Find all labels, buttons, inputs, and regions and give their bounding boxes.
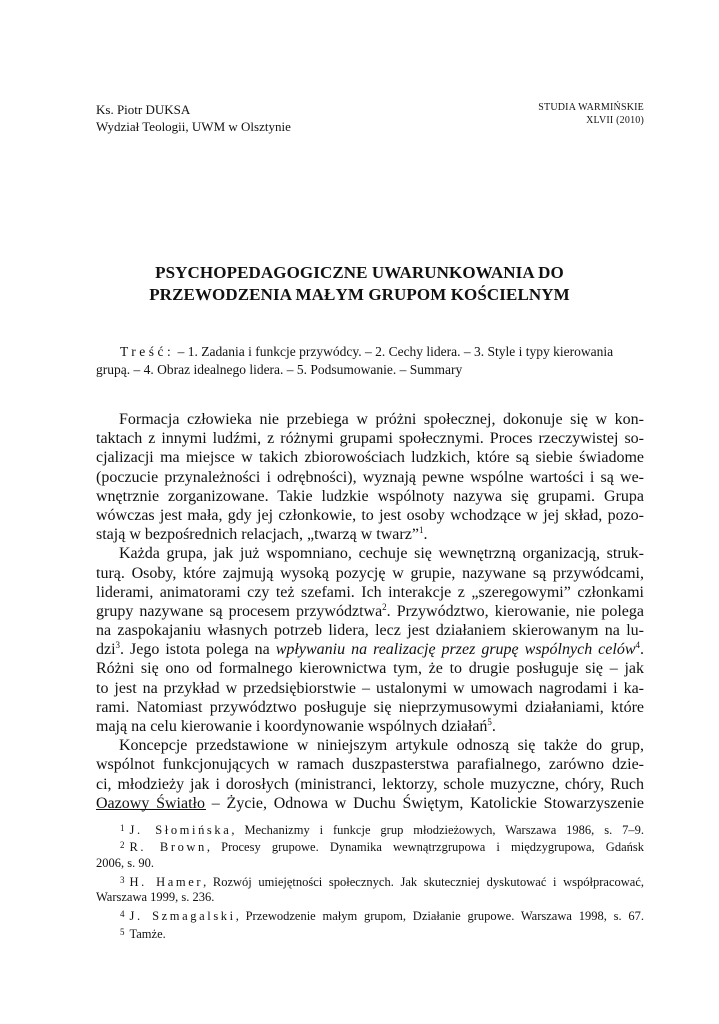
body-text: grupy nazywane są procesem przywództwa: [96, 602, 383, 620]
table-of-contents: [96, 343, 644, 379]
author-affiliation: Wydział Teologii, UWM w Olsztynie: [96, 119, 291, 134]
footnote-4: [96, 906, 644, 923]
body-line: [96, 717, 644, 736]
footnote-author: J. Słomińska: [129, 823, 232, 837]
body-line: Oazowy Światło – Życie, Odnowa w Duchu Świętym, Katolickie Stowarzyszenie: [96, 794, 644, 812]
body-line: rami. Natomiast przywództwo posługuje się nieprzymusowymi działaniami, które: [96, 698, 644, 716]
footnote-number: 2: [120, 840, 125, 851]
journal-volume: XLVII (2010): [586, 115, 644, 126]
body-line: to jest na przykład w przedsiębiorstwie – ustalonymi w umowach nagrodami i ka-: [96, 679, 644, 697]
body-line: turą. Osoby, które zajmują wysoką pozycję w grupie, nazywane są przywódcami,: [96, 564, 644, 582]
body-line: wówczas jest mała, gdy jej członkowie, to jest osoby wchodzące w jej skład, pozo-: [96, 506, 644, 524]
article-body: [96, 410, 644, 813]
footnote-author: H. Hamer: [129, 874, 204, 889]
footnote-text: , Rozwój umiejętności społecznych. Jak skuteczniej dyskutować i współpracować,: [203, 874, 644, 889]
body-line: (poczucie przynależności i odrębności), wyznają pewne wspólne wartości i są we-: [96, 468, 644, 486]
author-name: Ks. Piotr DUKSA: [96, 102, 191, 117]
author-block: [96, 101, 291, 135]
title-line-1: PSYCHOPEDAGOGICZNE UWARUNKOWANIA DO: [155, 263, 564, 282]
journal-name: STUDIA WARMIŃSKIE: [538, 102, 644, 113]
footnote-text: , Procesy grupowe. Dynamika wewnątrzgrupowa i międzygrupowa, Gdańsk: [206, 840, 644, 855]
footnote-divider: [96, 809, 206, 810]
footnote-text: , Przewodzenie małym grupom, Działanie grupowe. Warszawa 1998, s. 67.: [235, 909, 644, 924]
body-line: na zaspokajaniu własnych potrzeb lidera, lecz jest działaniem skierowanym na lu-: [96, 622, 644, 640]
body-line: Każda grupa, jak już wspomniano, cechuje się wewnętrzną organizacją, struk-: [119, 545, 644, 563]
toc-label: Treść:: [120, 344, 175, 359]
body-line: [96, 640, 644, 659]
footnote-number: 3: [120, 874, 125, 885]
body-line: Koncepcje przedstawione w niniejszym artykule odnoszą się także do grup,: [119, 737, 644, 755]
body-line: ci, młodzieży jak i dorosłych (ministranci, lektorzy, schole muzyczne, chóry, Ruch: [96, 775, 644, 793]
footnote-author: R. Brown: [129, 840, 207, 855]
footnote-number: 4: [120, 909, 125, 920]
body-line: [96, 602, 644, 621]
footnote-ref[interactable]: 5: [487, 717, 492, 727]
body-line: Różni się ono od formalnego kierownictwa tym, że to drugie posługuje się – jak: [96, 660, 644, 678]
body-line: wspólnot funkcjonujących w ramach duszpasterstwa parafialnego, zarówno dzie-: [96, 756, 644, 774]
footnote-text: , Mechanizmy i funkcje grup młodzieżowych, Warszawa 1986, s. 7–9.: [231, 823, 644, 837]
toc-line-1: – 1. Zadania i funkcje przywódcy. – 2. Cechy lidera. – 3. Style i typy kierowania: [174, 344, 614, 359]
emphasis-text: wpływaniu na realizację przez grupę wspólnych celów: [275, 641, 636, 659]
footnote-ref[interactable]: 4: [635, 640, 641, 651]
period: .: [423, 526, 428, 544]
body-text: . Jego istota polega na: [120, 641, 276, 659]
footnote-ref[interactable]: 1: [418, 525, 424, 536]
toc-line-2: grupą. – 4. Obraz idealnego lidera. – 5. Podsumowanie. – Summary: [96, 362, 463, 377]
body-line: liderami, animatorami czy też szefami. Ich interakcje z „szeregowymi” członkami: [96, 583, 644, 601]
body-text: dzi: [96, 641, 116, 659]
article-title: [60, 262, 659, 306]
footnote-number: 5: [120, 926, 125, 937]
footnote-text: Tamże.: [129, 926, 166, 941]
body-line: wnętrznie zorganizowane. Takie ludzkie wspólnoty nazywa się grupami. Grupa: [96, 487, 644, 505]
footnote-author: J. Szmagalski: [129, 909, 236, 924]
period: .: [491, 718, 496, 735]
title-line-2: PRZEWODZENIA MAŁYM GRUPOM KOŚCIELNYM: [149, 285, 570, 304]
footnote-2-cont: 2006, s. 90.: [96, 855, 154, 870]
footnotes: [96, 820, 644, 941]
footnote-ref[interactable]: 2: [382, 601, 387, 612]
footnote-3-cont: Warszawa 1999, s. 236.: [96, 890, 215, 905]
period: .: [640, 641, 645, 659]
body-line: cjalizacji ma miejsce w takich zbiorowościach ludzkich, które są siebie świadome: [96, 449, 644, 467]
footnote-number: 1: [120, 823, 125, 833]
body-line: [96, 525, 644, 544]
footnote-2: [96, 837, 644, 854]
footnote-1: [96, 820, 644, 837]
footnote-3: [96, 872, 644, 889]
footnote-5: [96, 924, 644, 941]
body-text: . Przywództwo, kierowanie, nie polega: [386, 602, 644, 620]
footnote-ref[interactable]: 3: [115, 640, 121, 651]
body-text: stają w bezpośrednich relacjach, „twarzą w twarz”: [96, 526, 419, 544]
journal-block: [538, 101, 644, 127]
body-text: mają na celu kierowanie i koordynowanie wspólnych działań: [96, 718, 488, 735]
body-line: Formacja człowieka nie przebiega w próżni społecznej, dokonuje się w kon-: [119, 411, 644, 428]
body-line: taktach z innymi ludźmi, z różnymi grupami społecznymi. Proces rzeczywistej so-: [96, 430, 644, 448]
